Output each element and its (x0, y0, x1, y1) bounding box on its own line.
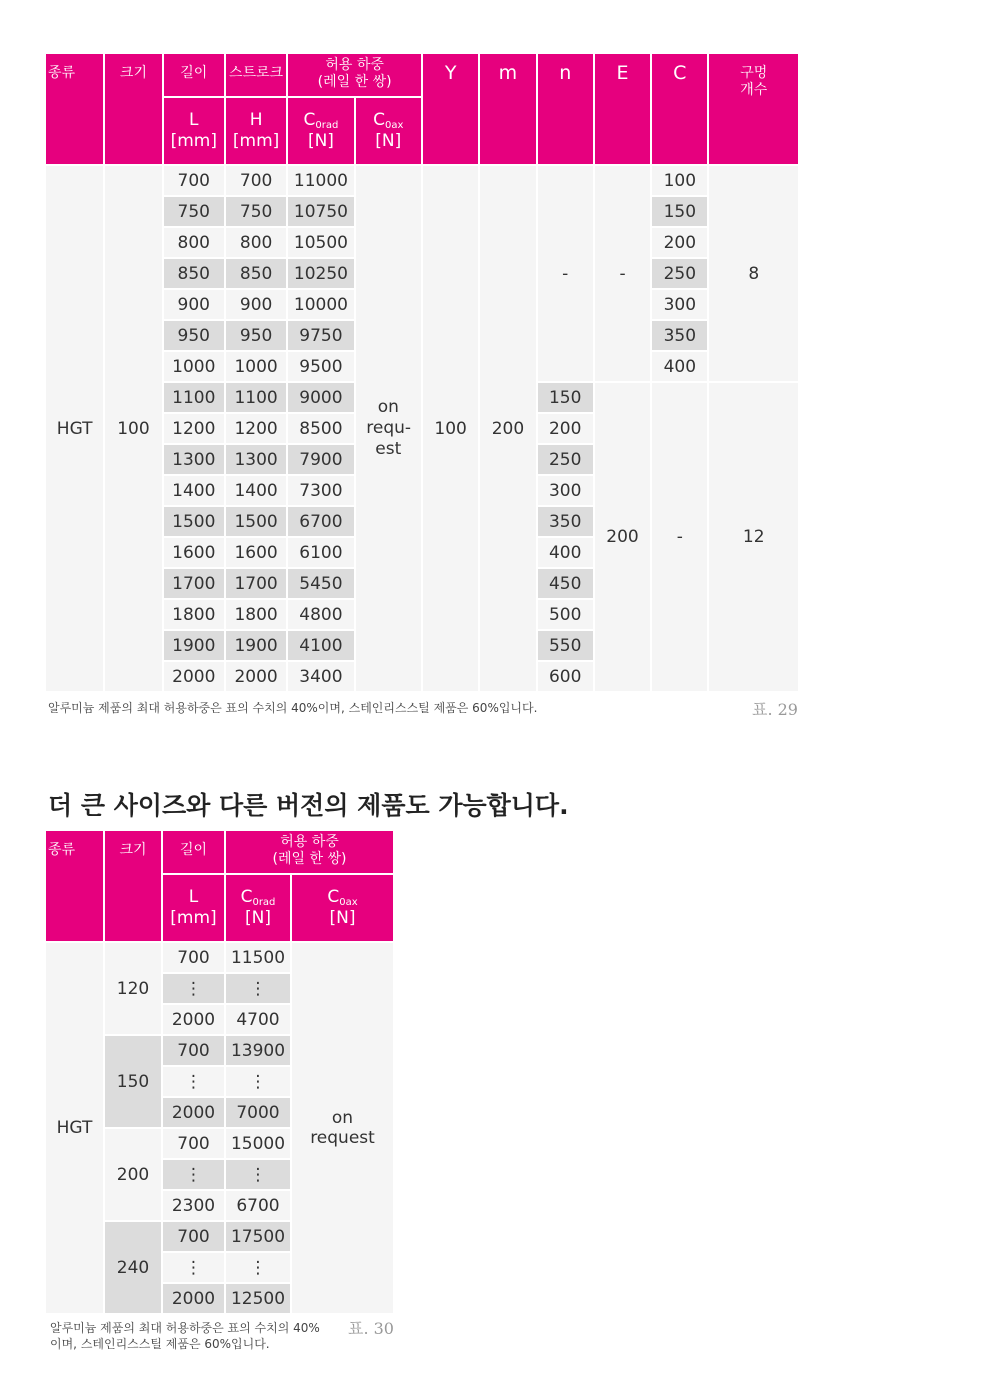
cell-c0rad: 15000 (226, 1129, 290, 1158)
cell-E-upper: - (595, 166, 650, 381)
cell-L: 700 (163, 943, 224, 972)
cell-c0rad: 10250 (288, 259, 353, 288)
header-c0ax (356, 98, 421, 164)
cell-c0rad: 10000 (288, 290, 353, 319)
cell-holes-upper: 8 (709, 166, 798, 381)
header-E: E (595, 54, 650, 164)
cell-L: 1900 (164, 631, 224, 660)
header-c0ax-symbol: C (373, 110, 386, 130)
cell-n: 500 (538, 600, 593, 629)
cell-c0rad: 3400 (288, 662, 353, 691)
cell-L: 700 (163, 1036, 224, 1065)
cell-L: 2000 (164, 662, 224, 691)
cell-H: 1300 (226, 445, 286, 474)
cell-c0ax-line2: request (310, 1128, 375, 1148)
header-L-unit (163, 875, 224, 941)
header-L: L (188, 887, 199, 907)
cell-c0rad: 9000 (288, 383, 353, 412)
header-length: 길이 (164, 54, 224, 96)
cell-n: 550 (538, 631, 593, 660)
header-c0rad-sub: 0rad (252, 897, 276, 908)
cell-L: ⋮ (163, 1160, 224, 1189)
cell-C: 100 (652, 166, 707, 195)
cell-C: 400 (652, 352, 707, 381)
cell-H: 1100 (226, 383, 286, 412)
header-stroke: 스트로크 (226, 54, 286, 96)
header-c0rad-symbol: C (303, 110, 316, 130)
cell-H: 1400 (226, 476, 286, 505)
cell-n: 450 (538, 569, 593, 598)
header-Y: Y (423, 54, 478, 164)
table-29-note: 알루미늄 제품의 최대 허용하중은 표의 수치의 40%이며, 스테인리스스틸 제품은 60%입니다. (48, 701, 538, 715)
cell-c0rad: ⋮ (226, 974, 290, 1003)
cell-c0rad: 12500 (226, 1284, 290, 1313)
table-29 (44, 52, 800, 693)
cell-c0rad: 6700 (226, 1191, 290, 1220)
header-N: [N] (329, 908, 356, 928)
cell-c0rad: ⋮ (226, 1067, 290, 1096)
cell-L: 700 (164, 166, 224, 195)
cell-n: 150 (538, 383, 593, 412)
cell-L: 2000 (163, 1284, 224, 1313)
cell-n-upper: - (538, 166, 593, 381)
cell-H: 1000 (226, 352, 286, 381)
cell-C: 250 (652, 259, 707, 288)
cell-C: 300 (652, 290, 707, 319)
cell-H: 2000 (226, 662, 286, 691)
header-N: [N] (307, 131, 334, 151)
header-C: C (652, 54, 707, 164)
cell-H: 800 (226, 228, 286, 257)
cell-c0rad: 11000 (288, 166, 353, 195)
header-holes-line1: 구멍 (740, 65, 768, 81)
cell-c0rad: 10500 (288, 228, 353, 257)
table-30-label: 표. 30 (348, 1319, 394, 1338)
cell-L: 1100 (164, 383, 224, 412)
cell-size: 100 (105, 166, 161, 691)
header-n: n (538, 54, 593, 164)
cell-n: 200 (538, 414, 593, 443)
cell-L: 700 (163, 1222, 224, 1251)
cell-H: 700 (226, 166, 286, 195)
header-N: [N] (245, 908, 271, 928)
cell-c0rad: 9500 (288, 352, 353, 381)
cell-C: 200 (652, 228, 707, 257)
header-c0rad-symbol: C (240, 887, 253, 907)
cell-c0rad: 5450 (288, 569, 353, 598)
cell-c0ax (356, 166, 421, 691)
cell-c0rad: 4800 (288, 600, 353, 629)
cell-H: 1500 (226, 507, 286, 536)
cell-L: ⋮ (163, 974, 224, 1003)
cell-c0rad: 11500 (226, 943, 290, 972)
header-H-unit (226, 98, 286, 164)
cell-size: 150 (105, 1036, 161, 1127)
header-holes (709, 54, 798, 164)
cell-L: 2000 (163, 1005, 224, 1034)
cell-H: 850 (226, 259, 286, 288)
cell-c0rad: 4700 (226, 1005, 290, 1034)
cell-c0rad: ⋮ (226, 1253, 290, 1282)
header-mm: [mm] (170, 908, 217, 928)
header-L: L (189, 110, 199, 130)
header-c0rad-sub: 0rad (315, 120, 339, 131)
cell-L: ⋮ (163, 1253, 224, 1282)
cell-c0ax (292, 943, 393, 1313)
cell-L: 950 (164, 321, 224, 350)
cell-L: 900 (164, 290, 224, 319)
table-30-note-line2: 이며, 스테인리스스틸 제품은 60%입니다. (50, 1337, 270, 1351)
cell-size: 120 (105, 943, 161, 1034)
cell-c0rad: 7000 (226, 1098, 290, 1127)
section-heading: 더 큰 사이즈와 다른 버전의 제품도 가능합니다. (48, 791, 569, 820)
cell-H: 950 (226, 321, 286, 350)
cell-c0rad: 10750 (288, 197, 353, 226)
header-mm: [mm] (232, 131, 280, 151)
header-holes-line2: 개수 (740, 82, 768, 98)
cell-c0rad: 7300 (288, 476, 353, 505)
header-m: m (480, 54, 535, 164)
cell-H: 1200 (226, 414, 286, 443)
header-type: 종류 (46, 54, 103, 164)
cell-H: 1900 (226, 631, 286, 660)
cell-L: 1700 (164, 569, 224, 598)
table-29-label: 표. 29 (752, 700, 798, 719)
header-N: [N] (375, 131, 402, 151)
header-size: 크기 (105, 831, 161, 941)
cell-L: 750 (164, 197, 224, 226)
cell-c0rad: 13900 (226, 1036, 290, 1065)
header-mm: [mm] (170, 131, 217, 151)
header-allowable-load (226, 831, 393, 873)
cell-c0rad: 4100 (288, 631, 353, 660)
cell-L: 700 (163, 1129, 224, 1158)
header-load-line2: (레일 한 쌍) (272, 851, 347, 867)
table-30-note (50, 1320, 320, 1352)
cell-L: 1000 (164, 352, 224, 381)
cell-m: 200 (480, 166, 535, 691)
cell-H: 1700 (226, 569, 286, 598)
cell-L: 2000 (163, 1098, 224, 1127)
cell-type: HGT (46, 166, 103, 691)
header-c0rad (226, 875, 290, 941)
cell-E-lower: 200 (595, 383, 650, 691)
cell-H: 1800 (226, 600, 286, 629)
header-c0ax-sub: 0ax (385, 120, 404, 131)
cell-n: 400 (538, 538, 593, 567)
cell-c0rad: 6700 (288, 507, 353, 536)
cell-size: 240 (105, 1222, 161, 1313)
cell-H: 750 (226, 197, 286, 226)
header-L-unit (164, 98, 224, 164)
cell-c0rad: 7900 (288, 445, 353, 474)
cell-C: 350 (652, 321, 707, 350)
cell-c0rad: 17500 (226, 1222, 290, 1251)
cell-L: 1400 (164, 476, 224, 505)
cell-Y: 100 (423, 166, 478, 691)
cell-c0rad: ⋮ (226, 1160, 290, 1189)
cell-c0rad: 6100 (288, 538, 353, 567)
header-type: 종류 (46, 831, 103, 941)
cell-L: 1600 (164, 538, 224, 567)
cell-c0ax-line1: on (331, 1108, 354, 1128)
table-30 (44, 829, 395, 1315)
header-load-line2: (레일 한 쌍) (317, 74, 392, 90)
header-H: H (249, 110, 263, 130)
header-load-line1: 허용 하중 (280, 834, 339, 850)
cell-n: 600 (538, 662, 593, 691)
cell-L: 2300 (163, 1191, 224, 1220)
header-c0ax (292, 875, 393, 941)
cell-c0rad: 8500 (288, 414, 353, 443)
cell-L: 1300 (164, 445, 224, 474)
header-size: 크기 (105, 54, 161, 164)
cell-n: 350 (538, 507, 593, 536)
cell-H: 900 (226, 290, 286, 319)
cell-L: ⋮ (163, 1067, 224, 1096)
cell-L: 850 (164, 259, 224, 288)
table-30-note-line1: 알루미늄 제품의 최대 허용하중은 표의 수치의 40% (50, 1321, 320, 1335)
cell-L: 1800 (164, 600, 224, 629)
cell-size: 200 (105, 1129, 161, 1220)
cell-L: 800 (164, 228, 224, 257)
header-load-line1: 허용 하중 (325, 57, 384, 73)
cell-n: 300 (538, 476, 593, 505)
cell-c0rad: 9750 (288, 321, 353, 350)
cell-holes-lower: 12 (709, 383, 798, 691)
cell-H: 1600 (226, 538, 286, 567)
cell-type: HGT (46, 943, 103, 1313)
header-c0ax-sub: 0ax (339, 897, 358, 908)
cell-C-lower: - (652, 383, 707, 691)
header-length: 길이 (163, 831, 224, 873)
cell-C: 150 (652, 197, 707, 226)
cell-n: 250 (538, 445, 593, 474)
header-c0ax-symbol: C (327, 887, 340, 907)
header-allowable-load (288, 54, 421, 96)
cell-c0ax-text: on requ- est (366, 397, 412, 459)
cell-L: 1200 (164, 414, 224, 443)
cell-L: 1500 (164, 507, 224, 536)
header-c0rad (288, 98, 353, 164)
